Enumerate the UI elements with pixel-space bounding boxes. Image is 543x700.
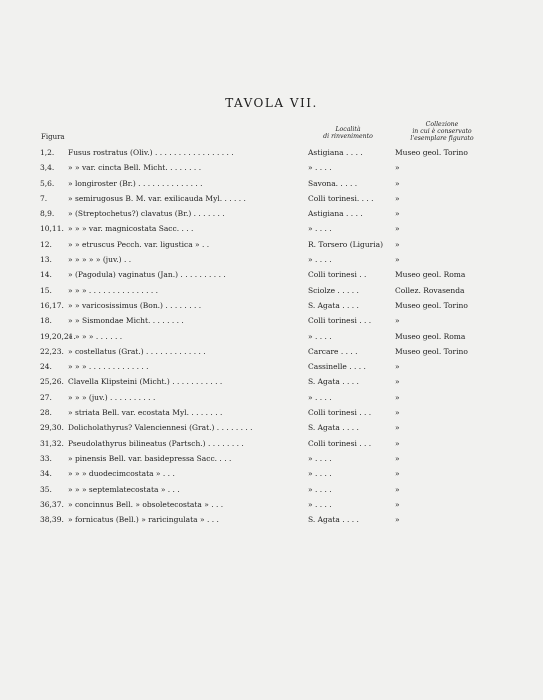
locality: » . . . .: [308, 331, 332, 341]
species-description: » » » . . . . . . . . . . . . .: [68, 362, 149, 372]
species-description: » » varicosissimus (Bon.) . . . . . . . .: [68, 300, 202, 310]
collection: »: [395, 453, 400, 463]
locality: » . . . .: [308, 255, 332, 265]
locality: » . . . .: [308, 469, 332, 479]
collection: »: [395, 408, 400, 418]
collection: Museo geol. Roma: [395, 270, 466, 280]
species-description: » semirugosus B. M. var. exilicauda Myl. . . . . .: [68, 193, 246, 203]
table-row: [0, 374, 543, 389]
figure-number: 14.: [40, 270, 52, 280]
figure-number: 15.: [40, 285, 52, 295]
species-description: » » Sismondae Micht. . . . . . . .: [68, 316, 184, 326]
header-collezione: [397, 121, 487, 142]
table-row: [0, 145, 543, 160]
table-row: [0, 283, 543, 298]
figure-number: 38,39.: [40, 515, 64, 525]
collection: Museo geol. Roma: [395, 331, 466, 341]
table-row: [0, 390, 543, 405]
locality: » . . . .: [308, 453, 332, 463]
table-row: [0, 436, 543, 451]
species-description: » » » septemlatecostata » . . .: [68, 484, 180, 494]
species-description: » pinensis Bell. var. basidepressa Sacc. . . .: [68, 453, 232, 463]
locality: » . . . .: [308, 499, 332, 509]
figure-number: 36,37.: [40, 499, 64, 509]
table-row: [0, 359, 543, 374]
species-description: » fornicatus (Bell.) » raricingulata » . . .: [68, 515, 219, 525]
species-description: Pseudolathyrus bilineatus (Partsch.) . . . . . . . .: [68, 438, 244, 448]
locality: Sciolze . . . . .: [308, 285, 359, 295]
collection: Museo geol. Torino: [395, 148, 468, 157]
collection: »: [395, 515, 400, 525]
figure-number: 28.: [40, 408, 52, 418]
table-row: [0, 176, 543, 191]
table-row: [0, 466, 543, 481]
collection: »: [395, 392, 400, 402]
collection: »: [395, 193, 400, 203]
figure-number: 3,4.: [40, 163, 55, 173]
figure-number: 34.: [40, 469, 52, 479]
species-description: » longiroster (Br.) . . . . . . . . . . . . . .: [68, 178, 203, 188]
figure-number: 25,26.: [40, 377, 64, 387]
collection: Museo geol. Torino: [395, 346, 468, 356]
species-description: » » » » . . . . . .: [68, 331, 123, 341]
collection: »: [395, 209, 400, 219]
locality: S. Agata . . . .: [308, 300, 359, 310]
table-row: [0, 405, 543, 420]
header-figura: Figura: [41, 133, 65, 141]
locality: » . . . .: [308, 163, 332, 173]
header-localita-line-1: Località: [335, 126, 361, 133]
table-row: [0, 160, 543, 175]
header-collezione-line-3: l'esemplare figurato: [410, 135, 474, 142]
figure-number: 18.: [40, 316, 52, 326]
species-description: » » var. cincta Bell. Micht. . . . . . . .: [68, 163, 202, 173]
table-row: [0, 191, 543, 206]
locality: » . . . .: [308, 392, 332, 402]
species-description: Dolicholathyrus? Valenciennesi (Grat.) . . . . . . . .: [68, 423, 253, 433]
page-title: TAVOLA VII.: [225, 96, 318, 110]
collection: »: [395, 484, 400, 494]
collection: »: [395, 239, 400, 249]
figure-number: 7.: [40, 193, 48, 203]
locality: Colli torinesi . . .: [308, 438, 372, 448]
table-row: [0, 512, 543, 527]
table-row: [0, 206, 543, 221]
figure-number: 31,32.: [40, 438, 64, 448]
species-description: » striata Bell. var. ecostata Myl. . . . . . . .: [68, 408, 223, 418]
locality: » . . . .: [308, 484, 332, 494]
collection: »: [395, 438, 400, 448]
locality: Colli torinesi. . . .: [308, 193, 374, 203]
table-row: [0, 252, 543, 267]
figure-number: 12.: [40, 239, 52, 249]
figure-number: 5,6.: [40, 178, 55, 188]
species-description: » » etruscus Pecch. var. ligustica » . .: [68, 239, 210, 249]
locality: S. Agata . . . .: [308, 377, 359, 387]
locality: » . . . .: [308, 224, 332, 234]
collection: »: [395, 423, 400, 433]
figure-number: 10,11.: [40, 224, 64, 234]
species-description: » » » (juv.) . . . . . . . . . .: [68, 392, 156, 402]
figure-number: 8,9.: [40, 209, 55, 219]
figure-number: 24.: [40, 362, 52, 372]
locality: Carcare . . . .: [308, 346, 358, 356]
locality: Cassinelle . . . .: [308, 362, 366, 372]
plate-table: [0, 145, 543, 527]
collection: »: [395, 362, 400, 372]
species-description: » (Streptochetus?) clavatus (Br.) . . . . . . .: [68, 209, 225, 219]
collection: »: [395, 377, 400, 387]
table-row: [0, 451, 543, 466]
table-row: [0, 221, 543, 236]
locality: S. Agata . . . .: [308, 515, 359, 525]
collection: »: [395, 499, 400, 509]
species-description: Fusus rostratus (Oliv.) . . . . . . . . . . . . . . . . .: [68, 148, 234, 157]
collection: »: [395, 255, 400, 265]
locality: Colli torinesi . . .: [308, 316, 372, 326]
locality: Colli torinesi . .: [308, 270, 367, 280]
locality: Astigiana . . . .: [308, 148, 363, 157]
table-row: [0, 344, 543, 359]
species-description: » » » . . . . . . . . . . . . . . .: [68, 285, 159, 295]
species-description: » costellatus (Grat.) . . . . . . . . . . . . .: [68, 346, 206, 356]
species-description: » (Pagodula) vaginatus (Jan.) . . . . . . . . . .: [68, 270, 226, 280]
collection: »: [395, 469, 400, 479]
table-row: [0, 482, 543, 497]
locality: Astigiana . . . .: [308, 209, 363, 219]
figure-number: 13.: [40, 255, 52, 265]
species-description: » » » » » (juv.) . .: [68, 255, 132, 265]
figure-number: 1,2.: [40, 148, 55, 157]
species-description: » » » duodecimcostata » . . .: [68, 469, 175, 479]
header-localita: [317, 126, 379, 140]
table-row: [0, 298, 543, 313]
figure-number: 33.: [40, 453, 52, 463]
collection: »: [395, 163, 400, 173]
header-collezione-line-2: in cui è conservato: [412, 128, 472, 135]
species-description: » » » var. magnicostata Sacc. . . .: [68, 224, 194, 234]
table-row: [0, 313, 543, 328]
collection: Museo geol. Torino: [395, 300, 468, 310]
species-description: » concinnus Bell. » obsoletecostata » . . .: [68, 499, 224, 509]
locality: S. Agata . . . .: [308, 423, 359, 433]
collection: »: [395, 316, 400, 326]
table-row: [0, 420, 543, 435]
header-collezione-line-1: Collezione: [425, 121, 459, 128]
locality: R. Torsero (Liguria): [308, 239, 384, 249]
collection: »: [395, 178, 400, 188]
table-row: [0, 267, 543, 282]
figure-number: 27.: [40, 392, 52, 402]
figure-number: 16,17.: [40, 300, 64, 310]
table-row: [0, 329, 543, 344]
collection: Collez. Rovasenda: [395, 285, 465, 295]
figure-number: 35.: [40, 484, 52, 494]
figure-number: 29,30.: [40, 423, 64, 433]
species-description: Clavella Klipsteini (Micht.) . . . . . . . . . . .: [68, 377, 223, 387]
figure-number: 22,23.: [40, 346, 64, 356]
collection: »: [395, 224, 400, 234]
locality: Savona. . . . .: [308, 178, 358, 188]
table-row: [0, 237, 543, 252]
table-row: [0, 497, 543, 512]
figure-number: 19,20,21.: [40, 331, 76, 341]
locality: Colli torinesi . . .: [308, 408, 372, 418]
header-localita-line-2: di rinvenimento: [323, 133, 373, 140]
